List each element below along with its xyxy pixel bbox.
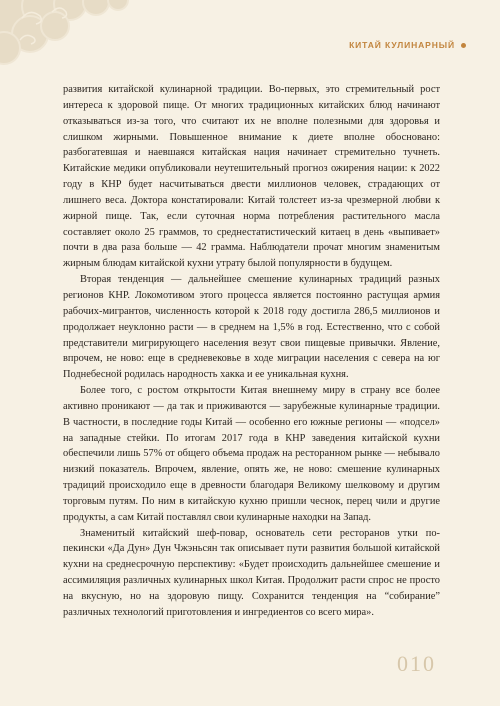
paragraph-1: развития китайской кулинарной традиции. Во-первых, это стремительный рост интереса к здоровой пище. От многих традиционных китайских блюд начинают отказываться из-за того, что считают их не вполне полезными для здоровья и слишком жирными. Повышенное внимание к диете вполне обосновано: разбогатевшая и наевшаяся китайская нация начинает стремительно тучнеть. Китайские медики опубликовали неутешительный прогноз ожирения нации: к 2022 году в КНР будет насчитываться двести миллионов человек, страдающих от лишнего веса. Доктора констатировали: Китай толстеет из-за чрезмерной любви к жирной пище. Так, если суточная норма потребления растительного масла составляет около 25 граммов, то среднестатистический китаец в день «выпивает» почти в два раза больше — 42 грамма. Наблюдатели прочат многим знаменитым жирным блюдам китайской кухни утрату былой популярности в будущем. — [63, 84, 440, 270]
paragraph-4: Знаменитый китайский шеф-повар, основатель сети ресторанов утки по-пекински «Да Дун» Дун Чжэньсян так описывает пути развития большой китайской кухни на среднесрочную перспективу: «Будет происходить дальнейшее смешение и ассимиляция различных кулинарных школ Китая. Продолжит расти спрос не просто на вкусную, но на здоровую пищу. Сохранится тенденция на “собирание” различных технологий приготовления и ингредиентов со всего мира». — [63, 527, 440, 618]
paragraph-3: Более того, с ростом открытости Китая внешнему миру в страну все более активно проникают — да так и приживаются — зарубежные кулинарные традиции. В частности, в последние годы Китай — особенно его южные регионы — «подсел» на западные стейки. По итогам 2017 года в КНР заведения китайской кухни обеспечили лишь 57% от общего объема продаж на ресторанном рынке — небывало низкий показатель. Впрочем, явление, опять же, не ново: смешение кулинарных традиций происходило еще в древности благодаря Великому шелковому и другим торговым путям. По ним в китайскую кухню пришли чеснок, перец чили и другие продукты, а сам Китай поставлял свои кулинарные находки на Запад. — [63, 385, 440, 523]
page-number: 010 — [397, 651, 436, 676]
header-dot-icon — [461, 43, 466, 48]
running-header-title: КИТАЙ КУЛИНАРНЫЙ — [349, 40, 455, 50]
paragraph-2: Вторая тенденция — дальнейшее смешение кулинарных традиций разных регионов КНР. Локомотивом этого процесса является постоянно растущая армия рабочих-мигрантов, численность которой к 2018 году достигла 286,5 миллионов и продолжает неуклонно расти — в среднем на 1,5% в год. Естественно, что с собой представители мигрирующего населения везут свои пищевые привычки. Явление, впрочем, не ново: еще в средневековье в ходе миграции населения с севера на юг Поднебесной родилась народность хакка и ее уникальная кухня. — [63, 274, 440, 381]
running-header — [349, 40, 466, 50]
body-text — [63, 82, 440, 621]
cloud-ornament-icon — [0, 0, 150, 70]
